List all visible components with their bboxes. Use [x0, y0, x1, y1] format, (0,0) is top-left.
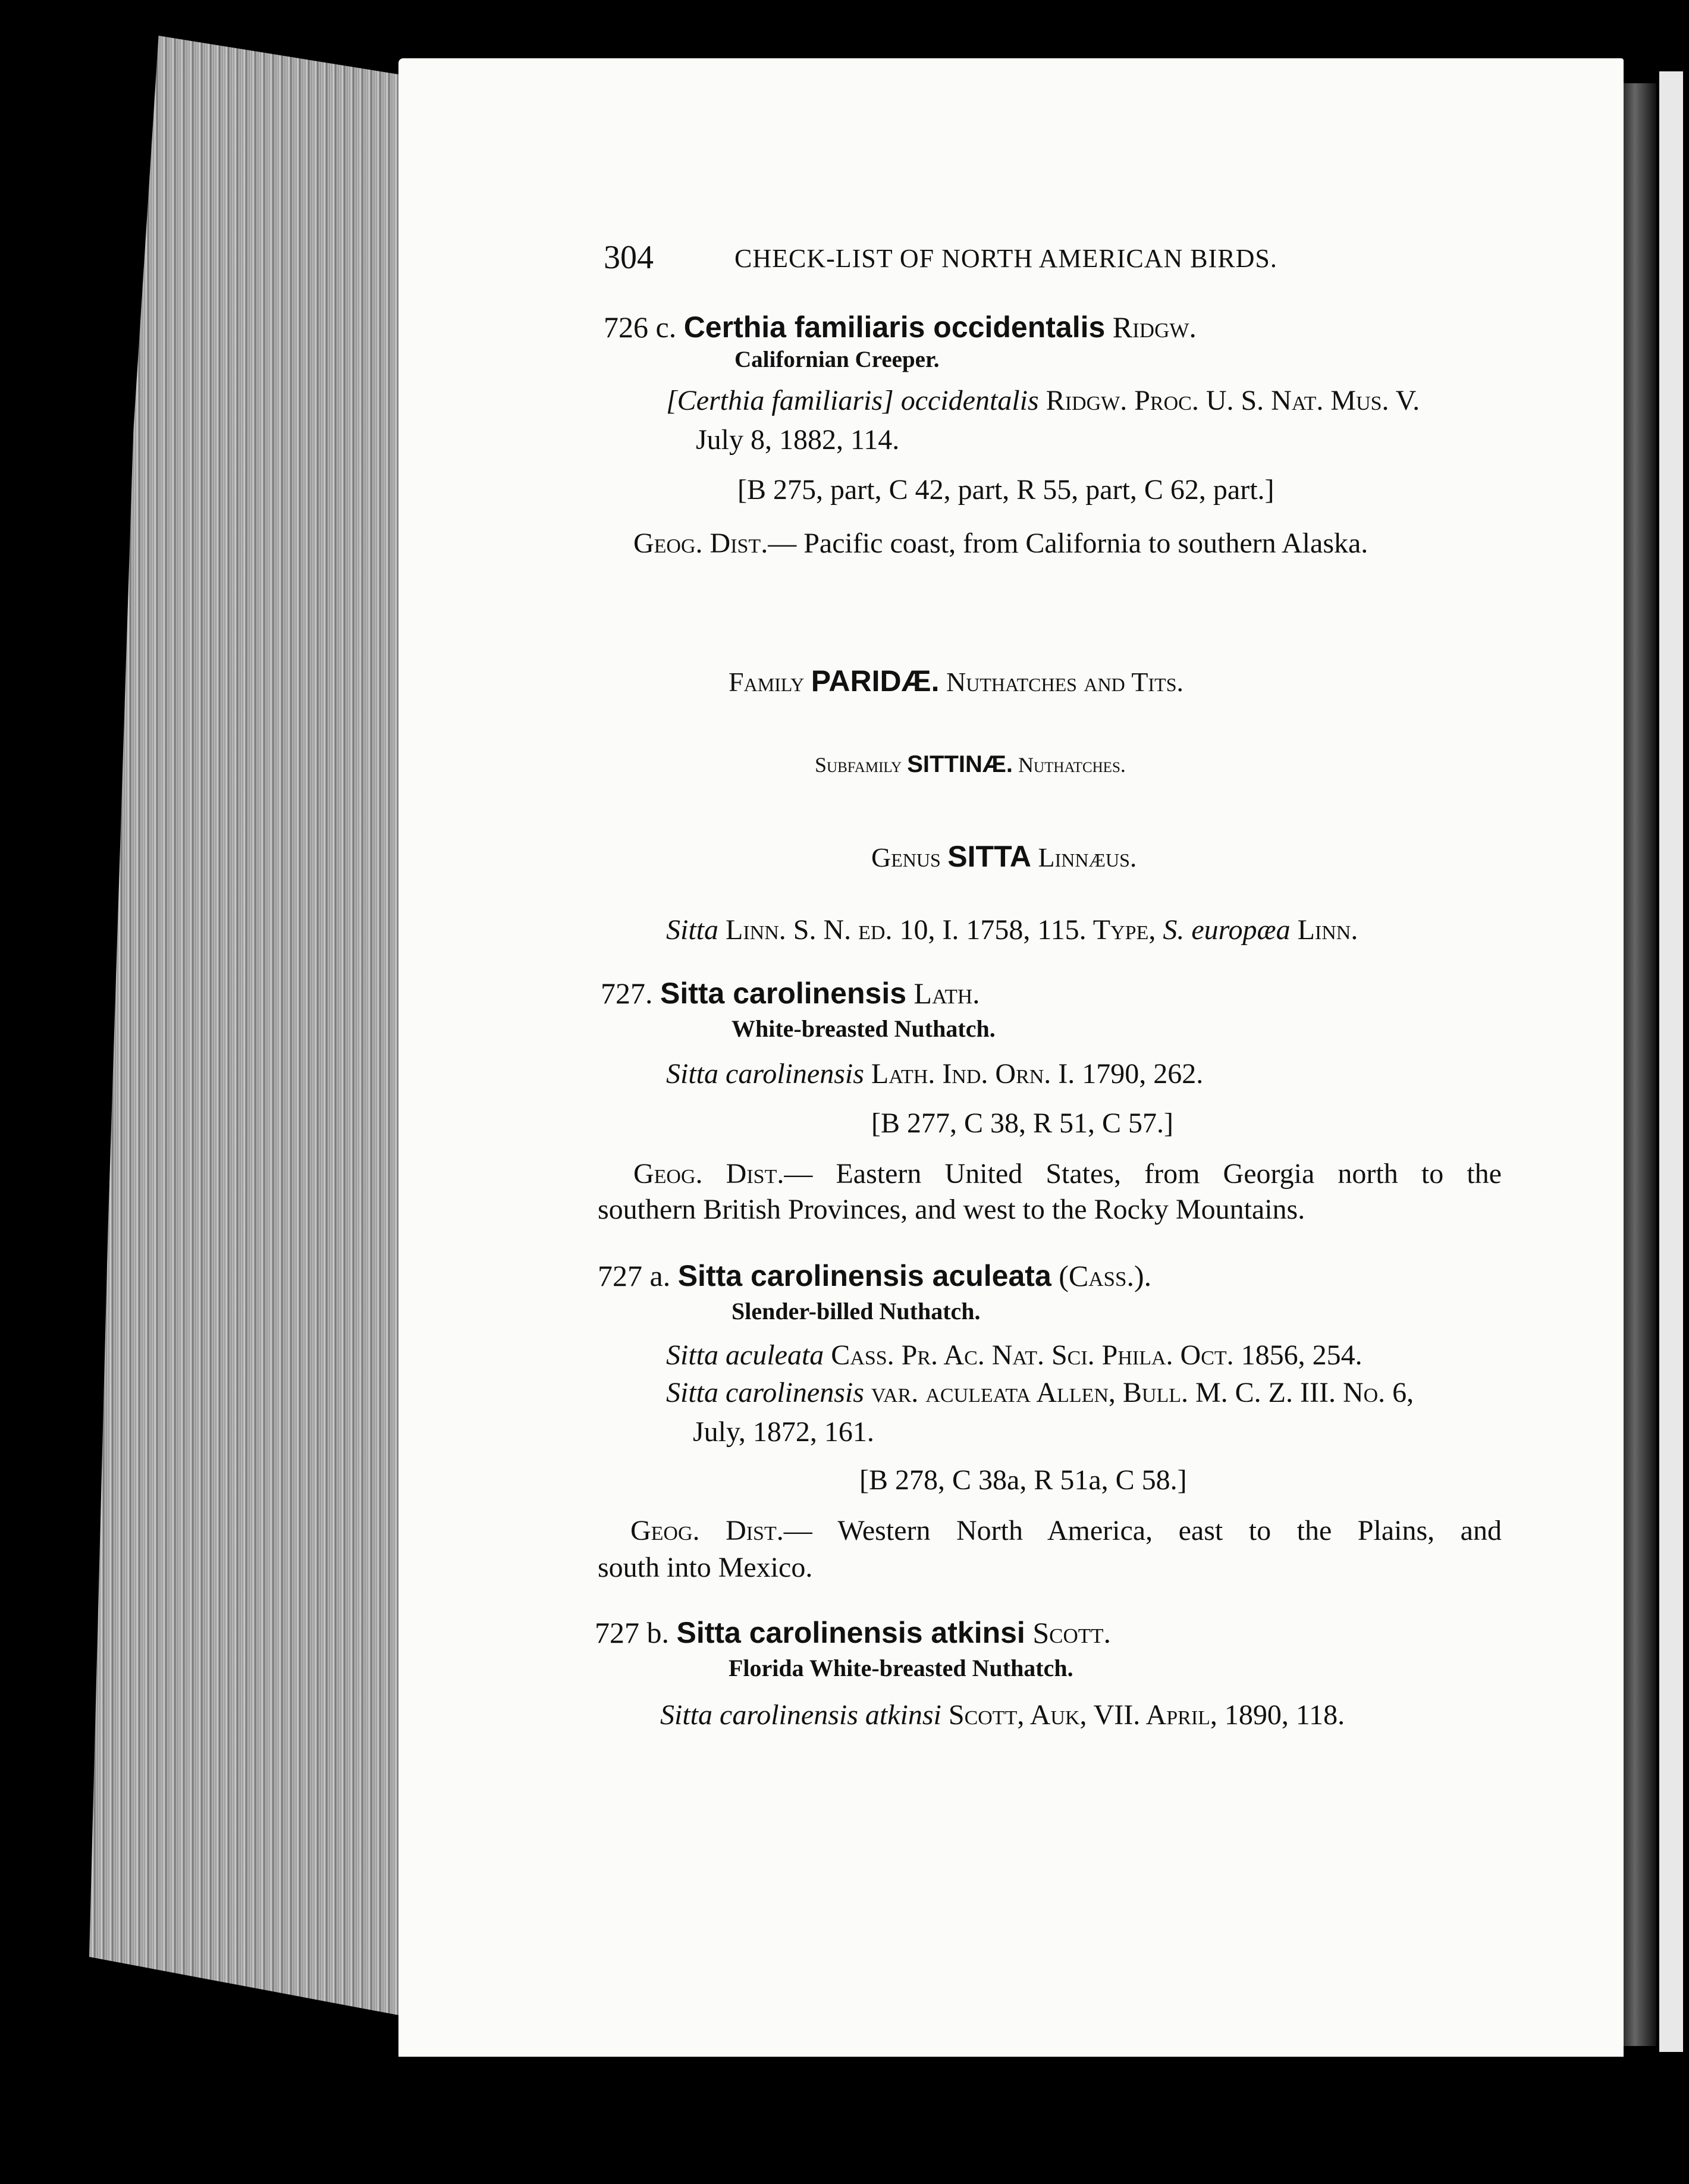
subfamily-name: SITTINÆ.	[907, 751, 1013, 777]
reference-name: Sitta carolinensis	[666, 1058, 864, 1090]
reference-name: Sitta carolinensis atkinsi	[660, 1699, 941, 1731]
author: Lath.	[913, 977, 980, 1010]
genus-label: Genus	[871, 842, 941, 873]
book-page	[398, 58, 1624, 2057]
dist-label: Geog. Dist.—	[633, 1158, 813, 1190]
book-page-edges	[89, 36, 404, 2016]
common-name: Florida White-breasted Nuthatch.	[729, 1655, 1073, 1681]
type-species: S. europæa	[1163, 914, 1291, 946]
cross-reference: [B 278, C 38a, R 51a, C 58.]	[859, 1464, 1187, 1496]
subfamily-heading	[815, 752, 1126, 776]
reference	[660, 1701, 1345, 1730]
reference	[666, 1341, 1362, 1370]
author: Ridgw.	[1112, 310, 1197, 344]
scientific-name: Sitta carolinensis	[660, 977, 907, 1010]
entry-heading	[598, 1261, 1151, 1291]
family-heading	[729, 666, 1183, 696]
genus-heading	[871, 842, 1137, 871]
common-name: Slender-billed Nuthatch.	[732, 1298, 981, 1325]
family-name: PARIDÆ.	[811, 664, 940, 698]
subfamily-common-name: Nuthatches.	[1018, 753, 1126, 777]
family-common-name: Nuthatches and Tits.	[946, 667, 1184, 697]
scientific-name: Certhia familiaris occidentalis	[683, 310, 1106, 344]
geographic-distribution	[633, 1160, 1502, 1188]
reference-continuation: July, 1872, 161.	[693, 1416, 874, 1448]
reference-citation: Scott, Auk, VII. April, 1890, 118.	[948, 1699, 1345, 1731]
reference-citation: Ridgw. Proc. U. S. Nat. Mus. V.	[1046, 385, 1420, 416]
type-author: Linn.	[1297, 914, 1358, 946]
author: Scott.	[1032, 1616, 1112, 1649]
geographic-distribution	[630, 1517, 1502, 1545]
entry-number: 727.	[601, 977, 653, 1010]
dist-text: Western North America, east to the Plains, and	[837, 1515, 1502, 1546]
genus-name: SITTA	[947, 840, 1032, 873]
reference	[666, 1060, 1203, 1088]
entry-heading	[604, 312, 1197, 342]
reference-name: Sitta aculeata	[666, 1339, 824, 1371]
cross-reference: [B 277, C 38, R 51, C 57.]	[871, 1107, 1174, 1139]
family-label: Family	[729, 667, 805, 697]
geographic-distribution-cont: south into Mexico.	[598, 1552, 813, 1583]
genus-reference	[666, 916, 1358, 944]
entry-number: 727 a.	[598, 1259, 671, 1292]
genus-ref-citation: Linn. S. N. ed. 10, I. 1758, 115. Type,	[726, 914, 1156, 946]
reference-name: Sitta carolinensis	[666, 1377, 864, 1408]
running-title: CHECK-LIST OF NORTH AMERICAN BIRDS.	[734, 244, 1277, 273]
common-name: White-breasted Nuthatch.	[732, 1015, 996, 1042]
dist-label: Geog. Dist.—	[633, 528, 797, 559]
scientific-name: Sitta carolinensis atkinsi	[676, 1616, 1025, 1649]
reference-citation: var. aculeata Allen, Bull. M. C. Z. III. No. 6,	[871, 1377, 1414, 1408]
subfamily-label: Subfamily	[815, 753, 902, 777]
reference	[666, 1379, 1414, 1407]
dist-text: Eastern United States, from Georgia north to the	[836, 1158, 1502, 1190]
geographic-distribution-cont: southern British Provinces, and west to the Rocky Mountains.	[598, 1194, 1305, 1225]
reference-citation: Cass. Pr. Ac. Nat. Sci. Phila. Oct. 1856, 254.	[831, 1339, 1362, 1371]
scientific-name: Sitta carolinensis aculeata	[677, 1259, 1051, 1292]
dist-label: Geog. Dist.—	[630, 1515, 812, 1546]
dist-text: Pacific coast, from California to southern Alaska.	[803, 528, 1368, 559]
entry-number: 727 b.	[595, 1616, 669, 1649]
common-name: Californian Creeper.	[734, 347, 940, 372]
reference-name: [Certhia familiaris] occidentalis	[666, 385, 1039, 416]
genus-author: Linnæus.	[1038, 842, 1137, 873]
page-number: 304	[604, 239, 654, 276]
next-page-edge	[1659, 71, 1683, 2052]
genus-ref-name: Sitta	[666, 914, 719, 946]
page-gutter-shadow	[1621, 83, 1656, 2046]
reference-citation: Lath. Ind. Orn. I. 1790, 262.	[871, 1058, 1204, 1090]
entry-heading	[595, 1618, 1111, 1648]
reference	[666, 387, 1420, 415]
author: (Cass.).	[1059, 1259, 1152, 1292]
entry-heading	[601, 978, 980, 1008]
geographic-distribution	[633, 529, 1368, 558]
entry-number: 726 c.	[604, 310, 677, 344]
reference-continuation: July 8, 1882, 114.	[696, 424, 900, 456]
cross-reference: [B 275, part, C 42, part, R 55, part, C 62, part.]	[737, 474, 1274, 506]
